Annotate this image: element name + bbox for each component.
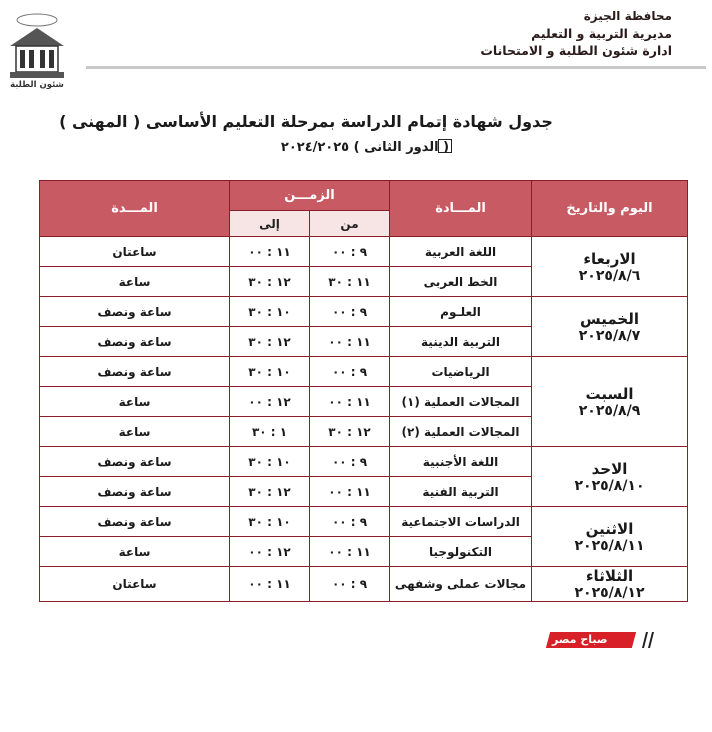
day-name: الاحد [591, 459, 628, 478]
table-row [40, 567, 688, 602]
subject-cell: اللغة الأجنبية [390, 447, 532, 477]
to-time-cell: ١ : ٣٠ [230, 417, 310, 447]
department-label: ادارة شئون الطلبة و الامتحانات [480, 43, 672, 58]
subject-cell: التربية الفنية [390, 477, 532, 507]
duration-cell: ساعة ونصف [40, 477, 230, 507]
to-time-cell: ١٢ : ٣٠ [230, 267, 310, 297]
to-time-cell: ١٢ : ٣٠ [230, 327, 310, 357]
header-time: الزمـــن [230, 181, 390, 211]
header-subject: المـــادة [390, 181, 532, 237]
from-time-cell: ١١ : ٠٠ [310, 477, 390, 507]
exam-schedule-table [39, 180, 688, 602]
duration-cell: ساعة ونصف [40, 447, 230, 477]
day-cell [532, 237, 688, 297]
day-date: ٢٠٢٥/٨/٦ [578, 267, 641, 284]
duration-cell: ساعة [40, 387, 230, 417]
table-row [40, 447, 688, 477]
day-date: ٢٠٢٥/٨/١١ [574, 537, 645, 554]
header-day: اليوم والتاريخ [532, 181, 688, 237]
day-date: ٢٠٢٥/٨/١٢ [574, 585, 645, 601]
directorate-label: مديرية التربية و التعليم [531, 26, 672, 41]
subject-cell: الدراسات الاجتماعية [390, 507, 532, 537]
table-row [40, 297, 688, 327]
header-to: إلى [230, 211, 310, 237]
to-time-cell: ١٠ : ٣٠ [230, 357, 310, 387]
subject-cell: الخط العربى [390, 267, 532, 297]
header-divider [86, 66, 706, 69]
from-time-cell: ١١ : ٠٠ [310, 327, 390, 357]
day-name: الاثنين [585, 519, 634, 538]
to-time-cell: ١١ : ٠٠ [230, 237, 310, 267]
subject-cell: المجالات العملية (٢) [390, 417, 532, 447]
subject-cell: المجالات العملية (١) [390, 387, 532, 417]
table-row [40, 507, 688, 537]
day-name: الاربعاء [583, 249, 636, 268]
duration-cell: ساعتان [40, 567, 230, 602]
table-row [40, 357, 688, 387]
from-time-cell: ١١ : ٣٠ [310, 267, 390, 297]
day-cell [532, 297, 688, 357]
from-time-cell: ٩ : ٠٠ [310, 297, 390, 327]
duration-cell: ساعة ونصف [40, 327, 230, 357]
logo-caption: شئون الطلبة [10, 80, 64, 90]
day-date: ٢٠٢٥/٨/٧ [578, 327, 641, 344]
duration-cell: ساعتان [40, 237, 230, 267]
day-cell [532, 567, 688, 602]
header-from: من [310, 211, 390, 237]
header-duration: المـــدة [40, 181, 230, 237]
subject-cell: مجالات عملى وشفهى [390, 567, 532, 602]
table-row [40, 237, 688, 267]
subject-cell: التربية الدينية [390, 327, 532, 357]
day-name: الثلاثاء [585, 567, 634, 585]
page-title: جدول شهادة إتمام الدراسة بمرحلة التعليم الأساسى ( المهنى ) [59, 112, 553, 131]
from-time-cell: ٩ : ٠٠ [310, 237, 390, 267]
to-time-cell: ١٠ : ٣٠ [230, 507, 310, 537]
watermark-logo [548, 632, 658, 648]
subject-cell: اللغة العربية [390, 237, 532, 267]
from-time-cell: ٩ : ٠٠ [310, 447, 390, 477]
subject-cell: التكنولوجيا [390, 537, 532, 567]
to-time-cell: ١٠ : ٣٠ [230, 297, 310, 327]
day-date: ٢٠٢٥/٨/٩ [578, 402, 641, 419]
duration-cell: ساعة ونصف [40, 297, 230, 327]
to-time-cell: ١٠ : ٣٠ [230, 447, 310, 477]
duration-cell: ساعة ونصف [40, 357, 230, 387]
to-time-cell: ١١ : ٠٠ [230, 567, 310, 602]
duration-cell: ساعة [40, 267, 230, 297]
to-time-cell: ١٢ : ٣٠ [230, 477, 310, 507]
from-time-cell: ٩ : ٠٠ [310, 507, 390, 537]
day-name: السبت [585, 384, 634, 403]
ministry-header [392, 8, 672, 59]
day-cell [532, 507, 688, 567]
to-time-cell: ١٢ : ٠٠ [230, 537, 310, 567]
day-cell [532, 357, 688, 447]
to-time-cell: ١٢ : ٠٠ [230, 387, 310, 417]
governorate-label: محافظة الجيزة [583, 9, 672, 23]
day-date: ٢٠٢٥/٨/١٠ [574, 477, 645, 494]
from-time-cell: ١١ : ٠٠ [310, 387, 390, 417]
from-time-cell: ٩ : ٠٠ [310, 357, 390, 387]
from-time-cell: ١١ : ٠٠ [310, 537, 390, 567]
watermark-stripes-icon [638, 632, 658, 648]
day-cell [532, 447, 688, 507]
duration-cell: ساعة [40, 417, 230, 447]
schedule-body [40, 237, 688, 602]
duration-cell: ساعة [40, 537, 230, 567]
from-time-cell: ١٢ : ٣٠ [310, 417, 390, 447]
duration-cell: ساعة ونصف [40, 507, 230, 537]
subject-cell: العلـوم [390, 297, 532, 327]
from-time-cell: ٩ : ٠٠ [310, 567, 390, 602]
page-subtitle: ( الدور الثانى ) ٢٠٢٤/٢٠٢٥ [280, 140, 450, 155]
subject-cell: الرياضيات [390, 357, 532, 387]
watermark-text: صباح مصر [552, 633, 608, 646]
day-name: الخميس [580, 309, 639, 328]
